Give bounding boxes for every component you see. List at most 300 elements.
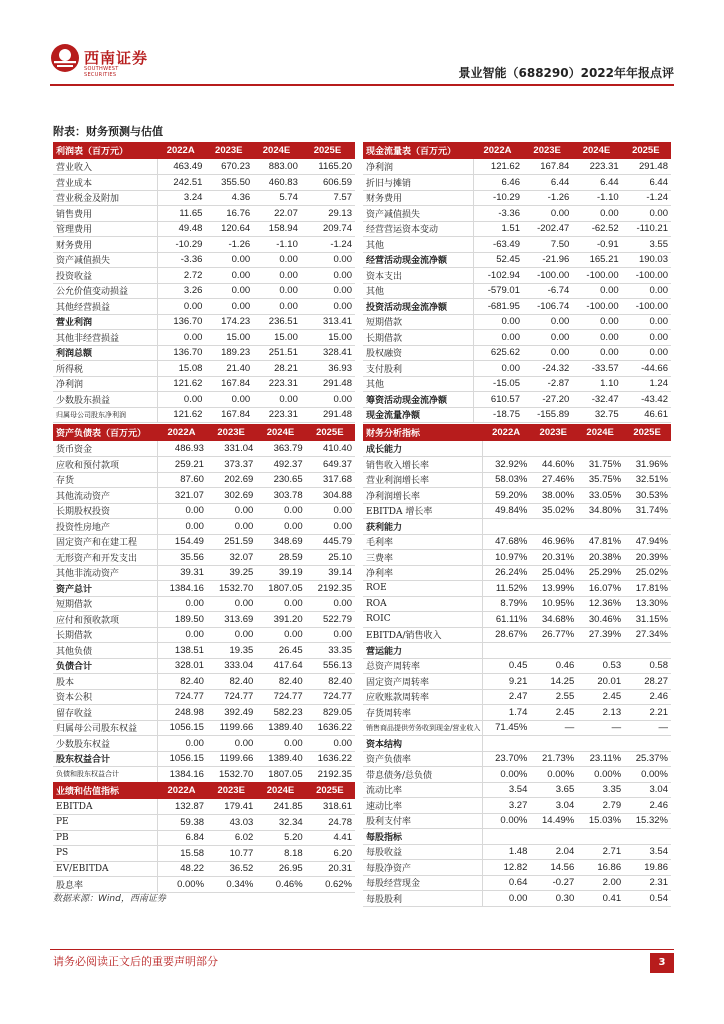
cell-value: -100.00 (572, 268, 621, 284)
table-row (363, 705, 671, 721)
cell-value: 328.41 (301, 345, 355, 361)
cell-value: 35.75% (577, 472, 624, 488)
cell-value: 23.11% (577, 751, 624, 767)
cell-value: 0.00 (572, 206, 621, 222)
cell-value: 6.84 (157, 830, 207, 846)
row-label: 资产减值损失 (53, 252, 157, 268)
cell-value: 1384.16 (157, 581, 207, 597)
year-header: 2025E (306, 424, 355, 441)
cell-value: 20.39% (624, 550, 671, 566)
table-row (53, 815, 355, 831)
cell-value: 0.00 (483, 891, 531, 907)
row-label: 营业成本 (53, 175, 157, 191)
row-label: 归属母公司股东净利润 (53, 407, 157, 423)
table-row (363, 159, 671, 175)
cell-value: 724.77 (207, 689, 256, 705)
table-row (363, 736, 671, 752)
row-label: 少数股东损益 (53, 392, 157, 408)
cell-value: 2.45 (530, 705, 577, 721)
cell-value: 0.00 (157, 299, 205, 315)
table-row (363, 767, 671, 783)
cell-value: 0.00% (624, 767, 671, 783)
cell-value: 47.94% (624, 534, 671, 550)
cell-value: 0.00% (483, 767, 531, 783)
table-row (53, 299, 355, 315)
row-label: 资产减值损失 (363, 206, 473, 222)
table-row (53, 830, 355, 846)
cell-value: 13.30% (624, 596, 671, 612)
cell-value: 39.14 (306, 565, 355, 581)
cell-value: 3.35 (577, 782, 624, 798)
cell-value: 17.81% (624, 581, 671, 597)
cell-value: 606.59 (301, 175, 355, 191)
cell-value: -33.57 (572, 361, 621, 377)
row-label: 资产总计 (53, 581, 157, 597)
cell-value: 2.46 (624, 798, 671, 814)
cell-value: 0.00 (523, 345, 572, 361)
cell-value: 5.74 (253, 190, 301, 206)
row-label: 财务费用 (53, 237, 157, 253)
cell-value (483, 441, 531, 457)
cell-value: 33.05% (577, 488, 624, 504)
cell-value: 58.03% (483, 472, 531, 488)
cell-value: 31.74% (624, 503, 671, 519)
cell-value: 328.01 (157, 658, 207, 674)
row-label: 应收和预付款项 (53, 457, 157, 473)
year-header: 2022A (473, 142, 523, 159)
report-title: 景业智能（688290）2022年年报点评 (458, 66, 674, 80)
table-row (363, 519, 671, 535)
cell-value: 7.57 (301, 190, 355, 206)
cell-value: 15.03% (577, 813, 624, 829)
cell-value: 31.96% (624, 457, 671, 473)
cell-value: — (577, 720, 624, 736)
cell-value: 1199.66 (207, 751, 256, 767)
cell-value: 610.57 (473, 392, 523, 408)
table-row (53, 519, 355, 535)
cell-value: 373.37 (207, 457, 256, 473)
cell-value: 724.77 (157, 689, 207, 705)
table-row (53, 237, 355, 253)
cell-value: 27.39% (577, 627, 624, 643)
cell-value: 392.49 (207, 705, 256, 721)
cell-value: -1.24 (301, 237, 355, 253)
cell-value: 6.46 (473, 175, 523, 191)
cell-value: 0.54 (624, 891, 671, 907)
row-label: 其他经营损益 (53, 299, 157, 315)
cell-value: 410.40 (306, 441, 355, 457)
cell-value: 43.03 (207, 815, 256, 831)
income-statement-table (53, 142, 355, 423)
financial-ratios-table (363, 424, 671, 907)
logo-text-en: SOUTHWEST SECURITIES (84, 66, 119, 78)
cell-value: 21.40 (205, 361, 253, 377)
cell-value: 10.95% (530, 596, 577, 612)
row-label: 无形资产和开发支出 (53, 550, 157, 566)
cell-value: 26.77% (530, 627, 577, 643)
table-row (53, 581, 355, 597)
cell-value: 10.77 (207, 846, 256, 862)
table-row (53, 407, 355, 423)
cell-value: -43.42 (622, 392, 671, 408)
cell-value: 0.00% (483, 813, 531, 829)
cell-value: 0.00 (301, 392, 355, 408)
cell-value: 15.00 (301, 330, 355, 346)
cell-value: 0.00% (530, 767, 577, 783)
cell-value: 52.45 (473, 252, 523, 268)
cell-value: 1532.70 (207, 767, 256, 783)
cell-value: 82.40 (256, 674, 305, 690)
year-header: 2022A (157, 142, 205, 159)
row-label: PS (53, 846, 157, 862)
cell-value: 136.70 (157, 345, 205, 361)
cell-value: 0.00 (622, 314, 671, 330)
cell-value: 6.44 (622, 175, 671, 191)
cell-value: -1.10 (253, 237, 301, 253)
table-row (363, 860, 671, 876)
cell-value: 15.00 (205, 330, 253, 346)
row-label: 现金流量净额 (363, 407, 473, 423)
table-row (53, 206, 355, 222)
row-label: 投资收益 (53, 268, 157, 284)
row-label: 净利润增长率 (363, 488, 483, 504)
cell-value: 0.53 (577, 658, 624, 674)
cell-value: 0.00 (157, 736, 207, 752)
cell-value: 460.83 (253, 175, 301, 191)
cell-value: 39.25 (207, 565, 256, 581)
cell-value: 34.80% (577, 503, 624, 519)
year-header: 2022A (157, 424, 207, 441)
cell-value: 33.35 (306, 643, 355, 659)
year-header: 2023E (530, 424, 577, 441)
year-header: 2023E (207, 424, 256, 441)
row-label: 其他 (363, 237, 473, 253)
row-label: 三费率 (363, 550, 483, 566)
cell-value: 0.00 (253, 268, 301, 284)
cell-value: 242.51 (157, 175, 205, 191)
table-title: 现金流量表（百万元） (363, 142, 473, 159)
table-row (363, 503, 671, 519)
row-label: 负债合计 (53, 658, 157, 674)
table-header-row (53, 782, 355, 799)
table-row (53, 159, 355, 175)
cell-value: -10.29 (157, 237, 205, 253)
cell-value: 1.51 (473, 221, 523, 237)
cell-value: 3.54 (483, 782, 531, 798)
cell-value: 59.38 (157, 815, 207, 831)
table-row (363, 782, 671, 798)
cash-flow-table (363, 142, 671, 423)
cell-value: 2.47 (483, 689, 531, 705)
row-label: 每股净资产 (363, 860, 483, 876)
row-label: PE (53, 815, 157, 831)
row-label: 其他 (363, 283, 473, 299)
cell-value: 1199.66 (207, 720, 256, 736)
cell-value: 11.52% (483, 581, 531, 597)
table-row (53, 596, 355, 612)
cell-value: 174.23 (205, 314, 253, 330)
table-row (53, 861, 355, 877)
cell-value: 48.22 (157, 861, 207, 877)
table-row (53, 736, 355, 752)
cell-value: 1056.15 (157, 751, 207, 767)
cell-value: 303.78 (256, 488, 305, 504)
cell-value: 15.32% (624, 813, 671, 829)
cell-value: 27.46% (530, 472, 577, 488)
cell-value: 25.04% (530, 565, 577, 581)
cell-value: 16.86 (577, 860, 624, 876)
cell-value: 724.77 (306, 689, 355, 705)
cell-value: 0.00 (157, 392, 205, 408)
cell-value: 29.13 (301, 206, 355, 222)
cell-value: 0.00 (253, 252, 301, 268)
section-title: 附表：财务预测与估值 (53, 125, 163, 138)
table-row (363, 206, 671, 222)
cell-value: 0.00 (622, 206, 671, 222)
row-label: 股利支付率 (363, 813, 483, 829)
row-label: ROE (363, 581, 483, 597)
cell-value: 0.64 (483, 875, 531, 891)
row-label: 净利润 (363, 159, 473, 175)
row-label: 公允价值变动损益 (53, 283, 157, 299)
cell-value: 248.98 (157, 705, 207, 721)
cell-value: 3.65 (530, 782, 577, 798)
cell-value: 132.87 (157, 799, 207, 815)
table-title: 资产负债表（百万元） (53, 424, 157, 441)
cell-value: 7.50 (523, 237, 572, 253)
cell-value (483, 519, 531, 535)
row-label: 长期股权投资 (53, 503, 157, 519)
table-row (53, 799, 355, 815)
year-header: 2023E (207, 782, 256, 799)
row-label: 营业利润 (53, 314, 157, 330)
cell-value (624, 643, 671, 659)
cell-value: 14.56 (530, 860, 577, 876)
cell-value: 154.49 (157, 534, 207, 550)
table-row (363, 627, 671, 643)
cell-value: 10.97% (483, 550, 531, 566)
cell-value: 3.26 (157, 283, 205, 299)
cell-value: -18.75 (473, 407, 523, 423)
cell-value: 47.68% (483, 534, 531, 550)
cell-value: -106.74 (523, 299, 572, 315)
cell-value: 12.82 (483, 860, 531, 876)
cell-value: 0.00 (523, 314, 572, 330)
cell-value: 167.84 (205, 376, 253, 392)
cell-value: 120.64 (205, 221, 253, 237)
cell-value: 1807.05 (256, 581, 305, 597)
cell-value: 20.31 (306, 861, 355, 877)
cell-value: 0.00 (205, 252, 253, 268)
table-row (363, 457, 671, 473)
cell-value: 486.93 (157, 441, 207, 457)
cell-value: -102.94 (473, 268, 523, 284)
cell-value: 8.79% (483, 596, 531, 612)
table-row (53, 175, 355, 191)
table-row (363, 813, 671, 829)
cell-value: -1.26 (205, 237, 253, 253)
cell-value: 0.00 (622, 330, 671, 346)
cell-value: 223.31 (253, 407, 301, 423)
cell-value: -63.49 (473, 237, 523, 253)
cell-value (483, 643, 531, 659)
table-row (53, 627, 355, 643)
table-row (53, 565, 355, 581)
row-label: 财务费用 (363, 190, 473, 206)
table-row (53, 612, 355, 628)
year-header: 2023E (523, 142, 572, 159)
table-row (363, 407, 671, 423)
page-number: 3 (650, 953, 674, 973)
table-row (53, 720, 355, 736)
cell-value: 28.59 (256, 550, 305, 566)
cell-value: 16.76 (205, 206, 253, 222)
cell-value: 724.77 (256, 689, 305, 705)
cell-value: 1.48 (483, 844, 531, 860)
table-row (363, 314, 671, 330)
cell-value: 36.52 (207, 861, 256, 877)
table-row (53, 643, 355, 659)
table-row (363, 829, 671, 845)
table-row (363, 643, 671, 659)
cell-value: 0.00 (207, 519, 256, 535)
cell-value (624, 519, 671, 535)
cell-value: 14.25 (530, 674, 577, 690)
table-row (363, 565, 671, 581)
cell-value: — (530, 720, 577, 736)
year-header: 2024E (253, 142, 301, 159)
row-label: 投资性房地产 (53, 519, 157, 535)
cell-value: 3.55 (622, 237, 671, 253)
cell-value: 0.00 (253, 299, 301, 315)
cell-value: 0.00 (306, 627, 355, 643)
row-label: 股权融资 (363, 345, 473, 361)
cell-value (624, 736, 671, 752)
cell-value: -579.01 (473, 283, 523, 299)
cell-value: 0.00 (157, 519, 207, 535)
cell-value: 223.31 (572, 159, 621, 175)
cell-value: 670.23 (205, 159, 253, 175)
cell-value: -1.10 (572, 190, 621, 206)
row-label: 所得税 (53, 361, 157, 377)
cell-value: 32.92% (483, 457, 531, 473)
cell-value: 32.51% (624, 472, 671, 488)
year-header: 2022A (483, 424, 531, 441)
cell-value: 39.19 (256, 565, 305, 581)
footer-disclaimer: 请务必阅读正文后的重要声明部分 (53, 955, 218, 968)
cell-value: 291.48 (622, 159, 671, 175)
row-label: 货币资金 (53, 441, 157, 457)
cell-value: 5.20 (256, 830, 305, 846)
cell-value: -0.27 (530, 875, 577, 891)
cell-value: 331.04 (207, 441, 256, 457)
cell-value: 2.71 (577, 844, 624, 860)
table-header-row (363, 424, 671, 441)
cell-value: 28.67% (483, 627, 531, 643)
cell-value: 1636.22 (306, 720, 355, 736)
cell-value: 1056.15 (157, 720, 207, 736)
cell-value: 15.00 (253, 330, 301, 346)
cell-value: 165.21 (572, 252, 621, 268)
row-label: 利润总额 (53, 345, 157, 361)
cell-value: 27.34% (624, 627, 671, 643)
row-label: 净利率 (363, 565, 483, 581)
valuation-table (53, 782, 355, 893)
row-label: 每股指标 (363, 829, 483, 845)
row-label: 其他流动资产 (53, 488, 157, 504)
cell-value: 2192.35 (306, 767, 355, 783)
cell-value: 20.38% (577, 550, 624, 566)
cell-value: 1165.20 (301, 159, 355, 175)
header-divider (50, 84, 674, 86)
table-row (363, 252, 671, 268)
cell-value: 46.96% (530, 534, 577, 550)
cell-value: 32.07 (207, 550, 256, 566)
cell-value (530, 736, 577, 752)
cell-value: 251.59 (207, 534, 256, 550)
cell-value: 0.00 (256, 736, 305, 752)
source-note: 数据来源：Wind，西南证券 (53, 894, 166, 904)
row-label: 股本 (53, 674, 157, 690)
cell-value: 25.02% (624, 565, 671, 581)
cell-value: 32.75 (572, 407, 621, 423)
cell-value: 0.30 (530, 891, 577, 907)
cell-value: -681.95 (473, 299, 523, 315)
row-label: 留存收益 (53, 705, 157, 721)
cell-value: 2.13 (577, 705, 624, 721)
cell-value: 189.23 (205, 345, 253, 361)
table-row (53, 705, 355, 721)
cell-value: 22.07 (253, 206, 301, 222)
row-label: 短期借款 (53, 596, 157, 612)
table-row (363, 596, 671, 612)
cell-value: 46.61 (622, 407, 671, 423)
cell-value: 28.27 (624, 674, 671, 690)
cell-value: 12.36% (577, 596, 624, 612)
row-label: 应付和预收款项 (53, 612, 157, 628)
cell-value: 0.00 (572, 330, 621, 346)
cell-value: 30.46% (577, 612, 624, 628)
cell-value: 190.03 (622, 252, 671, 268)
row-label: PB (53, 830, 157, 846)
table-row (53, 534, 355, 550)
cell-value: -155.89 (523, 407, 572, 423)
table-row (363, 550, 671, 566)
cell-value: 31.15% (624, 612, 671, 628)
cell-value: 291.48 (301, 407, 355, 423)
row-label: 负债和股东权益合计 (53, 767, 157, 783)
table-row (363, 689, 671, 705)
table-row (53, 846, 355, 862)
cell-value: 20.31% (530, 550, 577, 566)
cell-value: 417.64 (256, 658, 305, 674)
cell-value: 363.79 (256, 441, 305, 457)
row-label: 短期借款 (363, 314, 473, 330)
cell-value: 313.41 (301, 314, 355, 330)
cell-value: -24.32 (523, 361, 572, 377)
table-row (53, 488, 355, 504)
table-row (363, 283, 671, 299)
table-row (53, 345, 355, 361)
cell-value: 0.00 (301, 268, 355, 284)
table-row (363, 751, 671, 767)
table-row (363, 612, 671, 628)
cell-value: 15.58 (157, 846, 207, 862)
cell-value: 202.69 (207, 472, 256, 488)
cell-value: 14.49% (530, 813, 577, 829)
cell-value: 0.00 (622, 283, 671, 299)
year-header: 2025E (306, 782, 355, 799)
